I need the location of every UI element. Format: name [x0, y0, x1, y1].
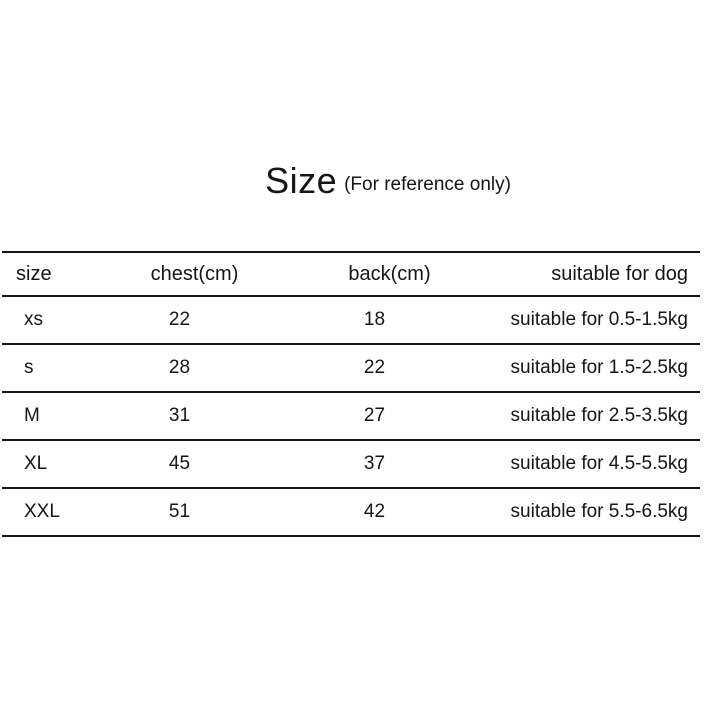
title-note: (For reference only) [344, 174, 511, 195]
cell-chest: 31 [97, 392, 292, 440]
title-text: Size [265, 160, 338, 201]
table-row-xxl [2, 488, 700, 536]
column-header-chest: chest(cm) [97, 252, 292, 296]
table-row-s [2, 344, 700, 392]
cell-back: 18 [292, 296, 487, 344]
cell-chest: 28 [97, 344, 292, 392]
cell-back: 37 [292, 440, 487, 488]
table-row-xl [2, 440, 700, 488]
cell-size: s [2, 344, 97, 392]
cell-back: 22 [292, 344, 487, 392]
column-header-suitable: suitable for dog [487, 252, 700, 296]
cell-suitable: suitable for 2.5-3.5kg [487, 392, 700, 440]
cell-size: M [2, 392, 97, 440]
cell-suitable: suitable for 1.5-2.5kg [487, 344, 700, 392]
cell-size: xs [2, 296, 97, 344]
cell-suitable: suitable for 4.5-5.5kg [487, 440, 700, 488]
cell-chest: 22 [97, 296, 292, 344]
cell-back: 27 [292, 392, 487, 440]
cell-back: 42 [292, 488, 487, 536]
cell-suitable: suitable for 5.5-6.5kg [487, 488, 700, 536]
cell-size: XL [2, 440, 97, 488]
cell-chest: 45 [97, 440, 292, 488]
column-header-back: back(cm) [292, 252, 487, 296]
size-table [2, 251, 700, 537]
table-header-row [2, 252, 700, 296]
cell-chest: 51 [97, 488, 292, 536]
column-header-size: size [2, 252, 97, 296]
table-row-xs [2, 296, 700, 344]
cell-suitable: suitable for 0.5-1.5kg [487, 296, 700, 344]
page-title [0, 160, 710, 202]
cell-size: XXL [2, 488, 97, 536]
table-row-m [2, 392, 700, 440]
